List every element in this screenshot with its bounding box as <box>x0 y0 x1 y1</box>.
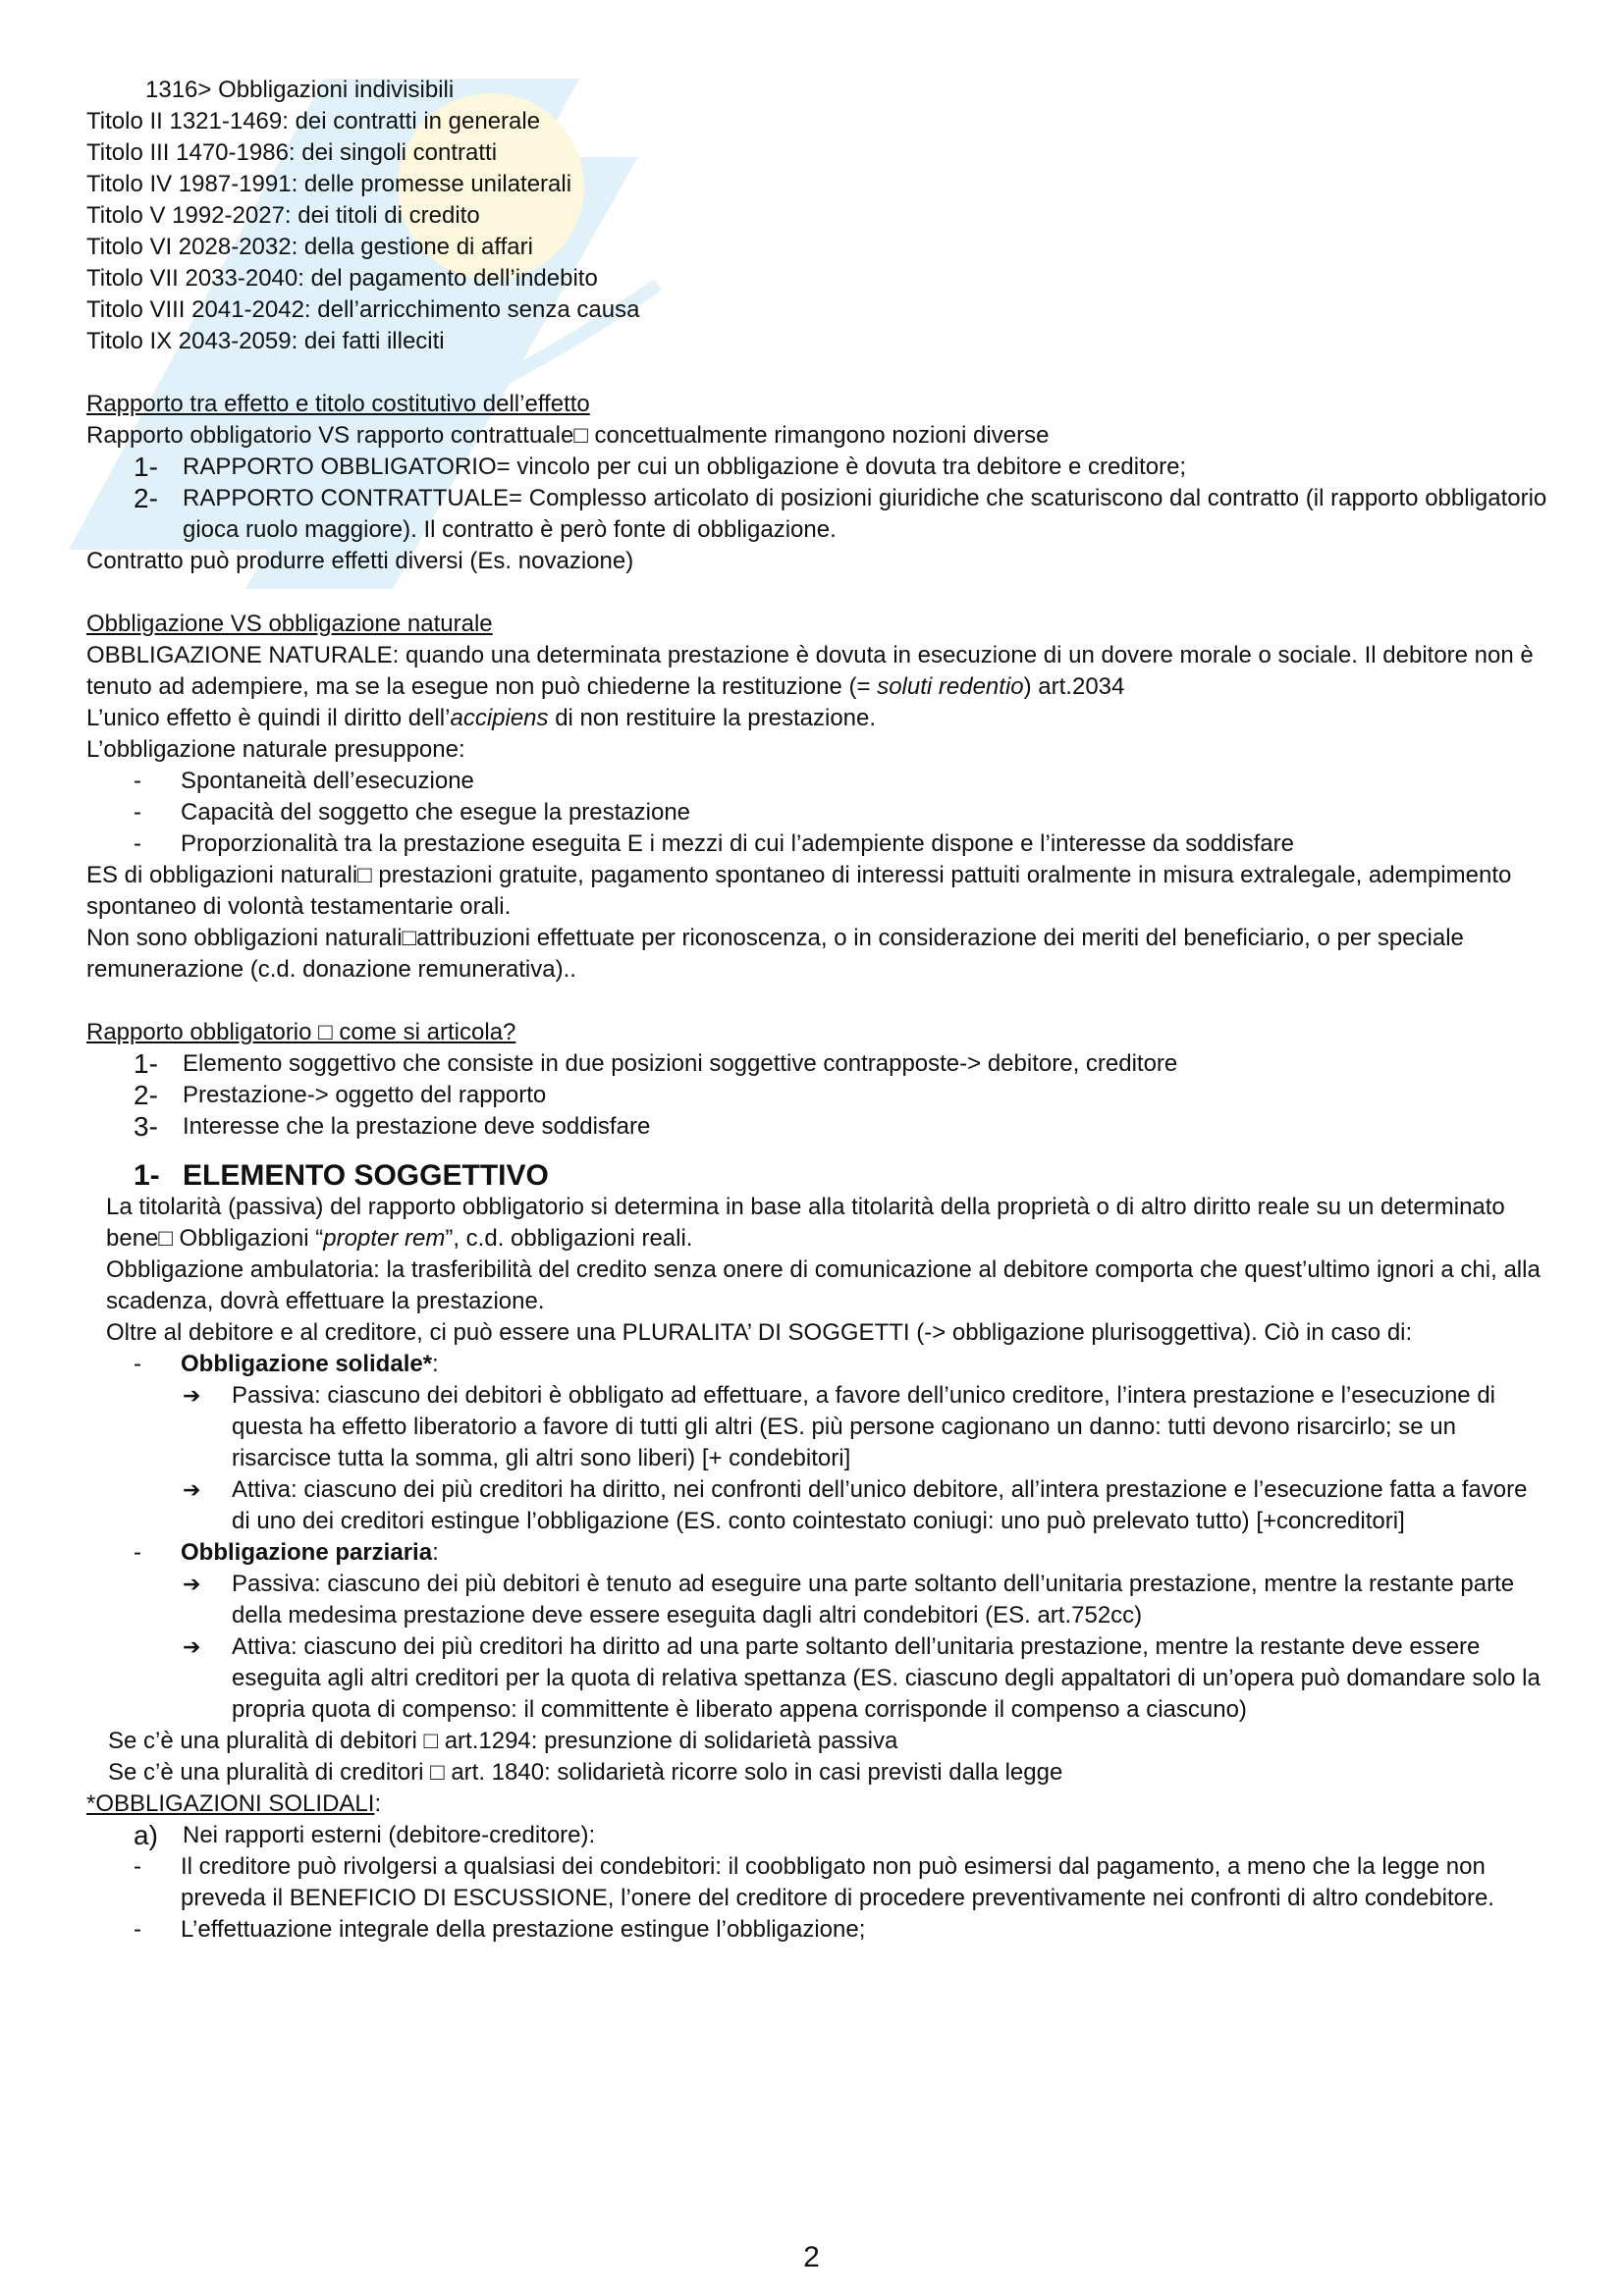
text: ) art.2034 <box>1023 673 1125 700</box>
text: : <box>432 1351 439 1377</box>
item-text: Elemento soggettivo che consiste in due posizioni soggettive contrapposte-> debitore, creditore <box>183 1050 1178 1077</box>
item-text: L’effettuazione integrale della prestazione estingue l’obbligazione; <box>181 1916 866 1943</box>
numbered-item <box>86 1111 1549 1143</box>
lettered-item <box>86 1820 1549 1851</box>
italic-term: soluti redentio <box>877 673 1024 700</box>
section-title-text: ELEMENTO SOGGETTIVO <box>183 1159 549 1192</box>
text: ”, c.d. obbligazioni reali. <box>445 1225 693 1252</box>
italic-term: accipiens <box>450 705 549 731</box>
bullet-item <box>86 1914 1549 1946</box>
numbered-item <box>86 483 1549 546</box>
numbered-item <box>86 1080 1549 1111</box>
paragraph <box>86 703 1549 734</box>
item-number: 1- <box>134 452 158 482</box>
bold-label: Obbligazione solidale* <box>181 1351 433 1377</box>
arrow-item <box>86 1631 1549 1726</box>
text: OBBLIGAZIONE NATURALE: quando una determinata prestazione è dovuta in esecuzione di un dovere morale o sociale. Il debitore non è tenuto ad adempiere, ma se la esegue non può chiederne la restituzione (= <box>86 642 1534 700</box>
item-text: Spontaneità dell’esecuzione <box>181 768 474 794</box>
section-title <box>86 1160 1549 1192</box>
paragraph <box>86 640 1549 703</box>
bullet-item <box>86 1851 1549 1914</box>
item-number: 2- <box>134 1080 158 1110</box>
section-heading: Obbligazione VS obbligazione naturale <box>86 611 493 637</box>
dash-marker: - <box>134 799 141 826</box>
bullet-item <box>86 828 1549 860</box>
arrow-item <box>86 1380 1549 1474</box>
item-number: 1- <box>134 1048 158 1079</box>
item-text: Passiva: ciascuno dei più debitori è tenuto ad eseguire una parte soltanto dell’unitaria prestazione, mentre la restante parte della medesima prestazione deve essere eseguita dagli altri condebitori (ES. art.752cc) <box>232 1571 1515 1629</box>
item-text: Prestazione-> oggetto del rapporto <box>183 1082 547 1108</box>
item-text: Attiva: ciascuno dei più creditori ha diritto ad una parte soltanto dell’unitaria prestazione, mentre la restante deve essere eseguita agli altri creditori per la quota di relativa spettanza (ES. ciascuno degli appaltatori di un’opera può domandare solo la propria quota di compenso: il committente è liberato appena corrisponde il compenso a ciascuno) <box>232 1633 1541 1723</box>
arrow-bullet-icon: ➔ <box>183 1477 201 1502</box>
item-text: Passiva: ciascuno dei debitori è obbligato ad effettuare, a favore dell’unico creditore, l’intera prestazione e l’esecuzione di questa ha effetto liberatorio a favore di tutti gli altri (ES. più persone cagionano un danno: tutti devono risarcirlo; se un risarcisce tutta la somma, gli altri sono liberi) [+ condebitori] <box>232 1382 1495 1471</box>
text: : <box>432 1539 439 1566</box>
title-line: Titolo VI 2028-2032: della gestione di affari <box>86 234 533 260</box>
item-text: Capacità del soggetto che esegue la prestazione <box>181 799 691 826</box>
dash-marker: - <box>134 1351 141 1377</box>
item-text <box>181 1537 1549 1569</box>
text: di non restituire la prestazione. <box>548 705 877 731</box>
text: La titolarità (passiva) del rapporto obbligatorio si determina in base alla titolarità della proprietà o di altro diritto reale su un determinato bene□ Obbligazioni “ <box>106 1194 1505 1252</box>
text: : <box>374 1790 382 1817</box>
title-line: Titolo IV 1987-1991: delle promesse unilaterali <box>86 171 572 197</box>
section-heading: Rapporto obbligatorio □ come si articola? <box>86 1019 516 1045</box>
item-text <box>181 1349 1549 1380</box>
paragraph: Rapporto obbligatorio VS rapporto contrattuale□ concettualmente rimangono nozioni diverse <box>86 422 1050 449</box>
dash-marker: - <box>134 1916 141 1943</box>
item-text: Attiva: ciascuno dei più creditori ha diritto, nei confronti dell’unico debitore, all’intera prestazione e l’esecuzione fatta a favore di uno dei creditori estingue l’obbligazione (ES. conto cointestato coniugi: uno può prelevato tutto) [+concreditori] <box>232 1476 1528 1534</box>
bullet-item <box>86 766 1549 797</box>
text: L’unico effetto è quindi il diritto dell’ <box>86 705 451 731</box>
paragraph: Oltre al debitore e al creditore, ci può essere una PLURALITA’ DI SOGGETTI (-> obbligazione plurisoggettiva). Ciò in caso di: <box>106 1319 1413 1346</box>
section-number: 1- <box>134 1159 160 1192</box>
item-text: RAPPORTO CONTRATTUALE= Complesso articolato di posizioni giuridiche che scaturiscono dal contratto (il rapporto obbligatorio gioca ruolo maggiore). Il contratto è però fonte di obbligazione. <box>183 485 1547 543</box>
item-text: Nei rapporti esterni (debitore-creditore): <box>183 1822 596 1848</box>
paragraph: Obbligazione ambulatoria: la trasferibilità del credito senza onere di comunicazione al debitore comporta che quest’ultimo ignori a chi, alla scadenza, dovrà effettuare la prestazione. <box>106 1256 1541 1314</box>
item-text: Proporzionalità tra la prestazione eseguita E i mezzi di cui l’adempiente dispone e l’interesse da soddisfare <box>181 830 1294 857</box>
title-line: Titolo VII 2033-2040: del pagamento dell’indebito <box>86 265 598 292</box>
heading-text: *OBBLIGAZIONI SOLIDALI <box>86 1790 375 1817</box>
paragraph: L’obbligazione naturale presuppone: <box>86 736 465 763</box>
bullet-item <box>86 1349 1549 1380</box>
bullet-item <box>86 1537 1549 1569</box>
dash-marker: - <box>134 830 141 857</box>
paragraph: Se c’è una pluralità di creditori □ art. 1840: solidarietà ricorre solo in casi previsti dalla legge <box>108 1759 1063 1786</box>
numbered-item <box>86 452 1549 483</box>
paragraph: ES di obbligazioni naturali□ prestazioni gratuite, pagamento spontaneo di interessi pattuiti oralmente in misura extralegale, adempimento spontaneo di volontà testamentarie orali. <box>86 862 1512 920</box>
item-text: RAPPORTO OBBLIGATORIO= vincolo per cui un obbligazione è dovuta tra debitore e creditore; <box>183 454 1187 480</box>
section-heading <box>86 1789 1549 1820</box>
section-heading: Rapporto tra effetto e titolo costitutivo dell’effetto <box>86 391 590 417</box>
paragraph <box>86 1192 1549 1255</box>
bold-label: Obbligazione parziaria <box>181 1539 433 1566</box>
arrow-bullet-icon: ➔ <box>183 1572 201 1596</box>
title-line: Titolo III 1470-1986: dei singoli contratti <box>86 139 498 166</box>
item-number: 3- <box>134 1111 158 1142</box>
dash-marker: - <box>134 1853 141 1880</box>
numbered-item <box>86 1048 1549 1080</box>
bullet-item <box>86 797 1549 828</box>
paragraph: Se c’è una pluralità di debitori □ art.1294: presunzione di solidarietà passiva <box>108 1728 898 1754</box>
item-text: Il creditore può rivolgersi a qualsiasi dei condebitori: il coobbligato non può esimersi dal pagamento, a meno che la legge non preveda il BENEFICIO DI ESCUSSIONE, l’onere del creditore di procedere preventivamente nei confronti di altro condebitore. <box>181 1853 1494 1911</box>
arrow-item <box>86 1474 1549 1537</box>
title-line: Titolo V 1992-2027: dei titoli di credito <box>86 202 480 229</box>
page-content <box>86 75 1549 1946</box>
paragraph: Contratto può produrre effetti diversi (Es. novazione) <box>86 548 634 574</box>
arrow-bullet-icon: ➔ <box>183 1383 201 1408</box>
dash-marker: - <box>134 768 141 794</box>
item-text: Interesse che la prestazione deve soddisfare <box>183 1113 651 1140</box>
dash-marker: - <box>134 1539 141 1566</box>
title-line: 1316> Obbligazioni indivisibili <box>145 77 455 103</box>
arrow-item <box>86 1569 1549 1631</box>
item-letter: a) <box>134 1820 158 1850</box>
italic-term: propter rem <box>323 1225 446 1252</box>
item-number: 2- <box>134 483 158 513</box>
page-number: 2 <box>803 2241 820 2273</box>
title-line: Titolo VIII 2041-2042: dell’arricchimento senza causa <box>86 296 640 323</box>
title-line: Titolo IX 2043-2059: dei fatti illeciti <box>86 328 445 354</box>
paragraph: Non sono obbligazioni naturali□attribuzioni effettuate per riconoscenza, o in considerazione dei meriti del beneficiario, o per speciale remunerazione (c.d. donazione remunerativa).. <box>86 925 1464 983</box>
arrow-bullet-icon: ➔ <box>183 1634 201 1659</box>
title-line: Titolo II 1321-1469: dei contratti in generale <box>86 108 541 134</box>
